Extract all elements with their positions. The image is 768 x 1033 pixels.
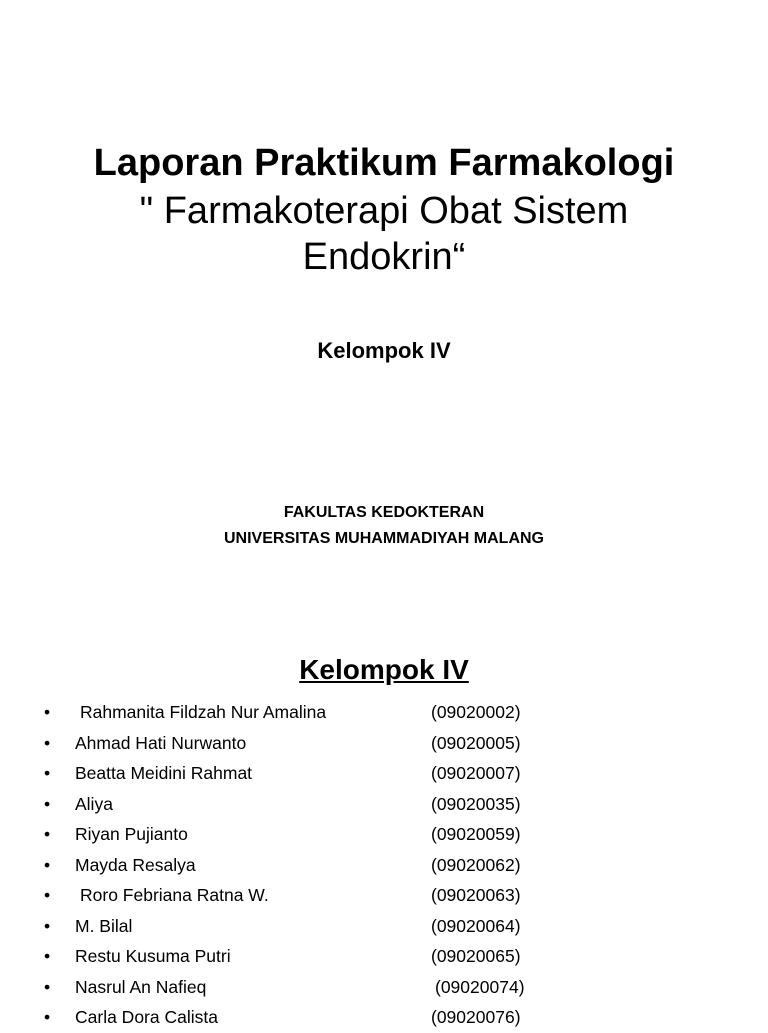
bullet-icon: • <box>44 763 51 783</box>
member-id: (09020007) <box>431 763 521 783</box>
member-name: Beatta Meidini Rahmat <box>75 763 253 783</box>
member-name: Aliya <box>75 793 113 814</box>
bullet-icon: • <box>44 854 51 875</box>
bullet-icon: • <box>44 885 51 905</box>
member-name: Nasrul An Nafieq <box>75 976 207 997</box>
list-item <box>0 972 768 1003</box>
bullet-icon: • <box>44 976 51 997</box>
bullet-icon: • <box>44 1007 51 1027</box>
list-item <box>0 819 768 850</box>
list-item <box>0 880 768 911</box>
member-name: Restu Kusuma Putri <box>75 946 231 966</box>
member-id: (09020076) <box>431 1007 521 1027</box>
member-name: Mayda Resalya <box>75 854 196 875</box>
member-name: M. Bilal <box>75 915 133 936</box>
report-title: Laporan Praktikum Farmakologi <box>93 142 675 184</box>
list-item <box>0 728 768 759</box>
list-item <box>0 697 768 728</box>
bullet-icon: • <box>44 732 51 753</box>
member-name: Ahmad Hati Nurwanto <box>75 732 247 753</box>
member-list <box>0 697 768 1033</box>
member-id: (09020062) <box>431 854 521 875</box>
report-subtitle: " Farmakoterapi Obat Sistem Endokrin“ <box>139 190 629 278</box>
university-name: UNIVERSITAS MUHAMMADIYAH MALANG <box>224 530 544 547</box>
list-item <box>0 758 768 789</box>
member-id: (09020002) <box>431 702 521 722</box>
member-name: Riyan Pujianto <box>75 824 188 844</box>
member-id: (09020074) <box>435 976 525 997</box>
member-name: Rahmanita Fildzah Nur Amalina <box>80 702 327 722</box>
list-item <box>0 911 768 942</box>
bullet-icon: • <box>44 793 51 814</box>
institution-block <box>0 500 768 552</box>
member-name: Roro Febriana Ratna W. <box>80 885 269 905</box>
bullet-icon: • <box>44 702 51 722</box>
member-id: (09020064) <box>431 915 521 936</box>
member-id: (09020063) <box>431 885 521 905</box>
list-item <box>0 941 768 972</box>
member-name: Carla Dora Calista <box>75 1007 218 1027</box>
members-heading: Kelompok IV <box>299 654 469 685</box>
member-id: (09020035) <box>431 793 521 814</box>
faculty-name: FAKULTAS KEDOKTERAN <box>283 504 485 521</box>
members-slide <box>0 620 768 1027</box>
list-item <box>0 789 768 820</box>
bullet-icon: • <box>44 915 51 936</box>
list-item <box>0 850 768 881</box>
member-id: (09020005) <box>431 732 521 753</box>
member-id: (09020059) <box>431 824 521 844</box>
group-label: Kelompok IV <box>317 338 451 363</box>
member-id: (09020065) <box>431 946 521 966</box>
title-block <box>0 140 768 280</box>
bullet-icon: • <box>44 824 51 844</box>
bullet-icon: • <box>44 946 51 966</box>
list-item <box>0 1002 768 1033</box>
